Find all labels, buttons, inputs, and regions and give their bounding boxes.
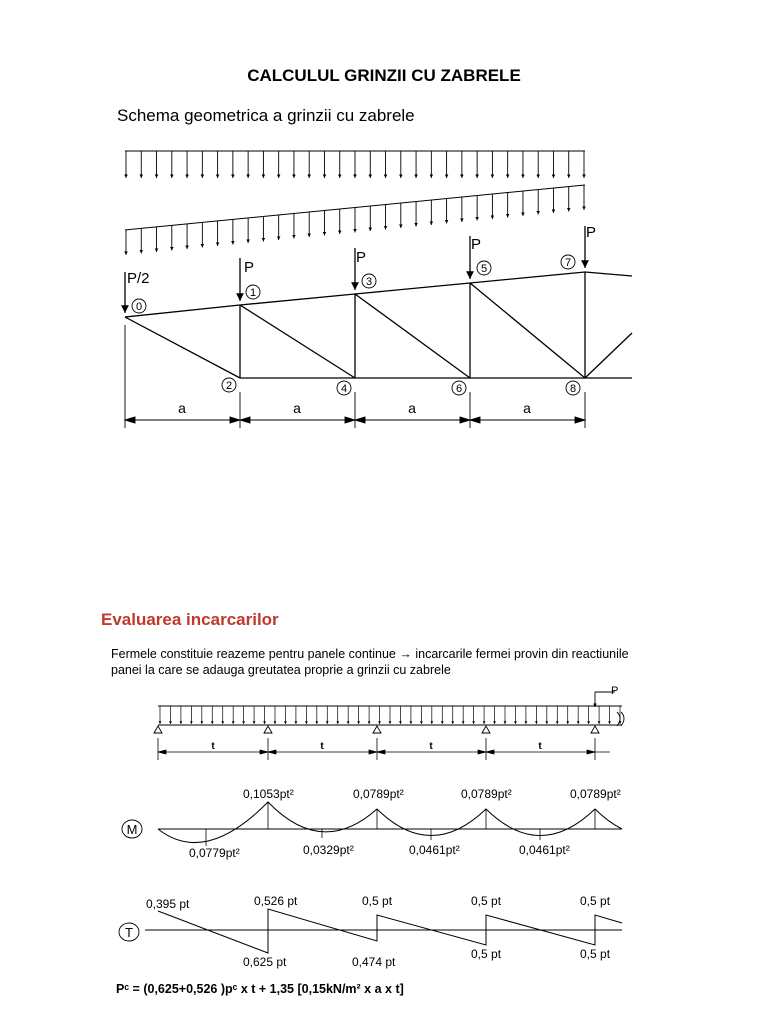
node-number: 8 [569,383,577,395]
node-number: 4 [340,383,348,395]
shear-top-value: 0,5 pt [362,894,393,908]
node-number: 6 [455,383,463,395]
load-label: P [244,259,255,276]
shear-top-value: 0,5 pt [580,894,611,908]
node-number: 5 [480,263,488,275]
shear-symbol: T [125,925,133,940]
span-label: t [211,741,215,752]
inclined-load-band [125,185,585,255]
bending-moment-diagram [122,787,622,860]
load-formula: Pᶜ = (0,625+0,526 )pᶜ x t + 1,35 [0,15kN/m² x a x t] [116,982,404,996]
shear-top-value: 0,5 pt [471,894,502,908]
moment-symbol: M [126,822,138,837]
node-number: 3 [365,276,373,288]
load-label: P [356,249,367,266]
shear-top-value: 0,395 pt [146,897,190,911]
shear-force-diagram [119,894,622,969]
shear-bottom-value: 0,5 pt [580,947,611,961]
description-paragraph: Fermele constituie reazeme pentru panele continue → incarcarile fermei provin din reactiunile panei la care se adauga greutatea proprie a grinzii cu zabrele [111,647,629,677]
shear-bottom-value: 0,5 pt [471,947,502,961]
moment-support-value: 0,0789pt² [353,787,404,801]
load-label: P [586,224,597,241]
moment-span-value: 0,0329pt² [303,843,354,857]
node-number: 2 [225,380,233,392]
page-title: CALCULUL GRINZII CU ZABRELE [247,66,521,85]
beam-load-label: P [611,685,619,697]
moment-support-value: 0,1053pt² [243,787,294,801]
moment-span-value: 0,0779pt² [189,846,240,860]
diagram-subtitle: Schema geometrica a grinzii cu zabrele [117,106,415,125]
beam-supports [154,712,624,733]
node-number: 0 [135,301,143,313]
uniform-load-band [125,151,585,178]
panel-length-label: a [293,400,301,416]
truss-members [125,272,632,378]
moment-span-value: 0,0461pt² [519,843,570,857]
span-label: t [429,741,433,752]
moment-support-value: 0,0789pt² [570,787,621,801]
panel-length-label: a [178,400,186,416]
node-number: 7 [564,257,572,269]
span-label: t [538,741,542,752]
node-markers [132,255,580,395]
load-label-half: P/2 [127,270,150,287]
shear-bottom-value: 0,474 pt [352,955,396,969]
truss-diagram [125,151,632,428]
panel-length-label: a [523,400,531,416]
section-heading: Evaluarea incarcarilor [101,610,279,629]
node-number: 1 [249,287,257,299]
moment-span-value: 0,0461pt² [409,843,460,857]
load-label: P [471,236,482,253]
panel-length-label: a [408,400,416,416]
moment-support-value: 0,0789pt² [461,787,512,801]
span-label: t [320,741,324,752]
shear-bottom-value: 0,625 pt [243,955,287,969]
shear-top-value: 0,526 pt [254,894,298,908]
continuous-beam-diagram [154,685,624,760]
